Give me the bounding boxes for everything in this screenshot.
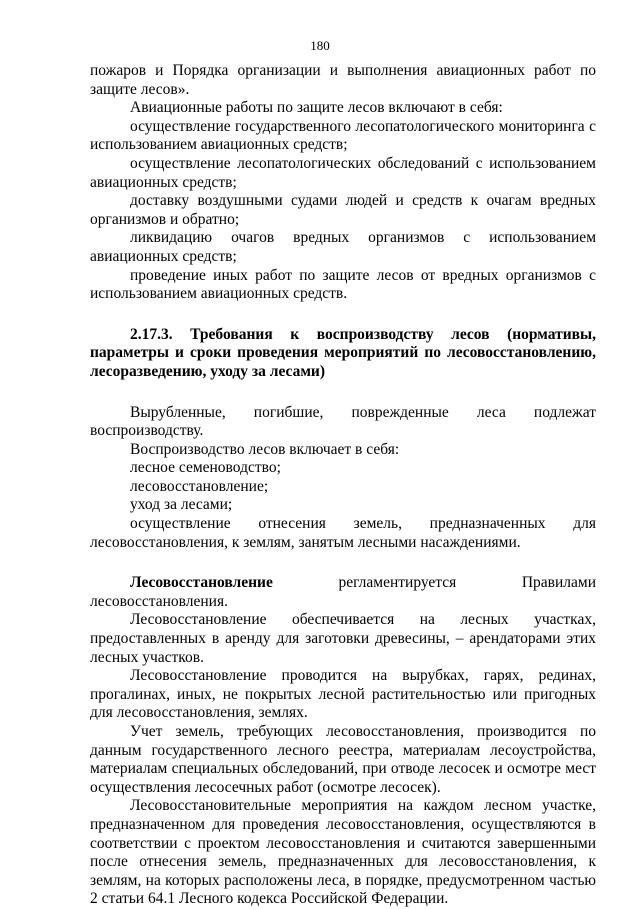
list-item: уход за лесами;	[130, 496, 233, 514]
list-item: проведение иных работ по защите лесов от вредных организмов с использованием авиационных средств.	[90, 266, 596, 303]
spacer	[90, 552, 596, 574]
body-text-section-1	[90, 62, 596, 909]
list-item: осуществление государственного лесопатологического мониторинга с использованием авиационных средств;	[90, 117, 596, 154]
list-item: лесовосстановление;	[130, 477, 269, 495]
paragraph: Лесовосстановление проводится на вырубках, гарях, рединах, прогалинах, иных, не покрытых лесной растительностью или пригодных для лесовосстановления, землях.	[90, 667, 596, 722]
list-item: осуществление отнесения земель, предназначенных для лесовосстановления, к землям, занятым лесными насаждениями.	[90, 515, 596, 551]
spacer	[90, 304, 596, 326]
paragraph: Лесовосстановление обеспечивается на лесных участках, предоставленных в аренду для заготовки древесины, – арендаторами этих лесных участков.	[90, 611, 596, 666]
paragraph: Лесовосстановительные мероприятия на каждом лесном участке, предназначенном для проведения лесовосстановления, осуществляются в соответствии с проектом лесовосстановления и считаются завершенными после отнесения земель, предназначенных для лесовосстановления, к землям, на которых расположены леса, в порядке, предусмотренном частью 2 статьи 64.1 Лесного кодекса Российской Федерации.	[90, 797, 596, 908]
list-item: осуществление лесопатологических обследований с использованием авиационных средств;	[90, 154, 596, 191]
paragraph-text: регламентируется Правилами лесовосстановления.	[90, 574, 596, 610]
paragraph	[90, 574, 596, 611]
spacer	[90, 382, 596, 404]
paragraph: Воспроизводство лесов включает в себя:	[130, 440, 400, 458]
paragraph-continuation: пожаров и Порядка организации и выполнения авиационных работ по защите лесов».	[90, 62, 596, 98]
page-number: 180	[310, 38, 330, 53]
paragraph: Учет земель, требующих лесовосстановления, производится по данным государственного лесного реестра, материалам лесоустройства, материалам специальных обследований, при отводе лесосек и осмотре мест осуществления лесосечных работ (осмотре лесосек).	[90, 723, 596, 796]
section-heading: 2.17.3. Требования к воспроизводству лесов (нормативы, параметры и сроки проведения мероприятий по лесовосстановлению, лесоразведению, уходу за лесами)	[90, 325, 596, 380]
bold-term: Лесовосстановление	[130, 574, 273, 592]
list-item: ликвидацию очагов вредных организмов с использованием авиационных средств;	[90, 229, 596, 265]
paragraph: Авиационные работы по защите лесов включают в себя:	[130, 99, 503, 117]
list-item: доставку воздушными судами людей и средств к очагам вредных организмов и обратно;	[90, 192, 596, 228]
list-item: лесное семеноводство;	[130, 459, 281, 477]
paragraph: Вырубленные, погибшие, поврежденные леса подлежат воспроизводству.	[90, 403, 596, 440]
